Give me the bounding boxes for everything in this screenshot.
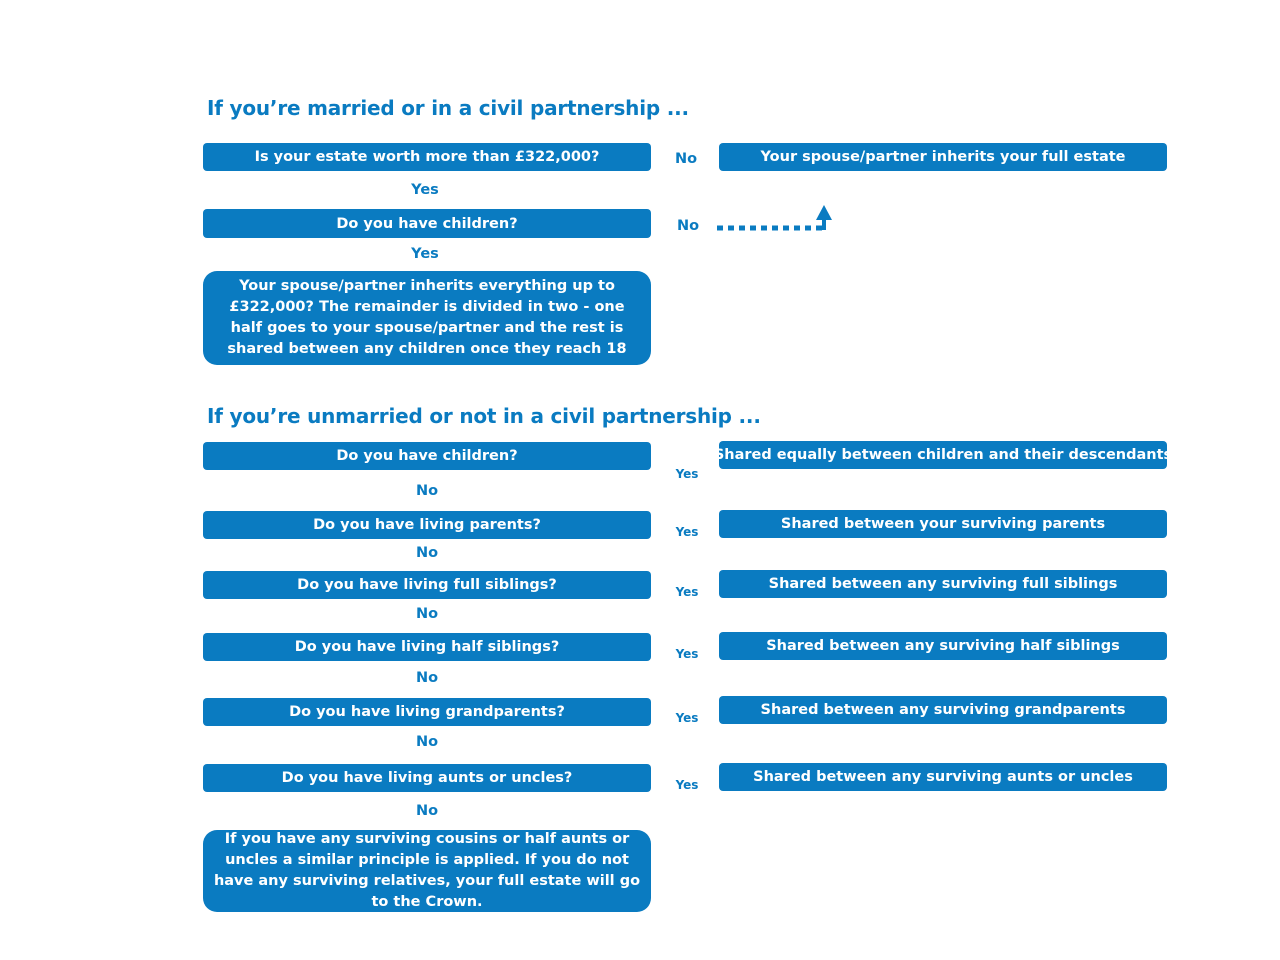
unmarried-section-heading: If you’re unmarried or not in a civil partnership ...	[207, 404, 761, 428]
unmarried-yes-label: Yes	[675, 525, 699, 539]
unmarried-result-grandparents: Shared between any surviving grandparents	[719, 696, 1167, 724]
unmarried-yes-label: Yes	[675, 711, 699, 725]
married-section-heading: If you’re married or in a civil partnership ...	[207, 96, 689, 120]
unmarried-question-aunts-uncles: Do you have living aunts or uncles?	[203, 764, 651, 792]
married-split-estate-result-box: Your spouse/partner inherits everything up to £322,000? The remainder is divided in two - one half goes to your spouse/partner and the rest is shared between any children once they reach 18	[203, 271, 651, 365]
unmarried-question-full-siblings: Do you have living full siblings?	[203, 571, 651, 599]
married-children-question-box: Do you have children?	[203, 209, 651, 238]
unmarried-question-grandparents: Do you have living grandparents?	[203, 698, 651, 726]
unmarried-question-children: Do you have children?	[203, 442, 651, 470]
unmarried-no-label: No	[415, 545, 439, 561]
unmarried-no-label: No	[415, 803, 439, 819]
unmarried-result-children: Shared equally between children and their descendants	[719, 441, 1167, 469]
unmarried-yes-label: Yes	[675, 585, 699, 599]
married-estate-yes-label: Yes	[411, 182, 439, 198]
married-estate-question-box: Is your estate worth more than £322,000?	[203, 143, 651, 171]
unmarried-question-parents: Do you have living parents?	[203, 511, 651, 539]
unmarried-yes-label: Yes	[675, 647, 699, 661]
married-children-yes-label: Yes	[411, 246, 439, 262]
married-full-estate-result-box: Your spouse/partner inherits your full estate	[719, 143, 1167, 171]
unmarried-question-half-siblings: Do you have living half siblings?	[203, 633, 651, 661]
unmarried-result-full-siblings: Shared between any surviving full siblings	[719, 570, 1167, 598]
unmarried-no-label: No	[415, 670, 439, 686]
unmarried-result-parents: Shared between your surviving parents	[719, 510, 1167, 538]
unmarried-final-result-box: If you have any surviving cousins or half aunts or uncles a similar principle is applied. If you do not have any surviving relatives, your full estate will go to the Crown.	[203, 830, 651, 912]
married-children-no-label: No	[676, 218, 700, 234]
married-estate-no-label: No	[674, 151, 698, 167]
unmarried-yes-label: Yes	[675, 467, 699, 481]
unmarried-yes-label: Yes	[675, 778, 699, 792]
unmarried-no-label: No	[415, 483, 439, 499]
unmarried-no-label: No	[415, 734, 439, 750]
unmarried-result-aunts-uncles: Shared between any surviving aunts or uncles	[719, 763, 1167, 791]
dotted-arrow-up-icon	[716, 203, 836, 237]
unmarried-no-label: No	[415, 606, 439, 622]
unmarried-result-half-siblings: Shared between any surviving half siblings	[719, 632, 1167, 660]
